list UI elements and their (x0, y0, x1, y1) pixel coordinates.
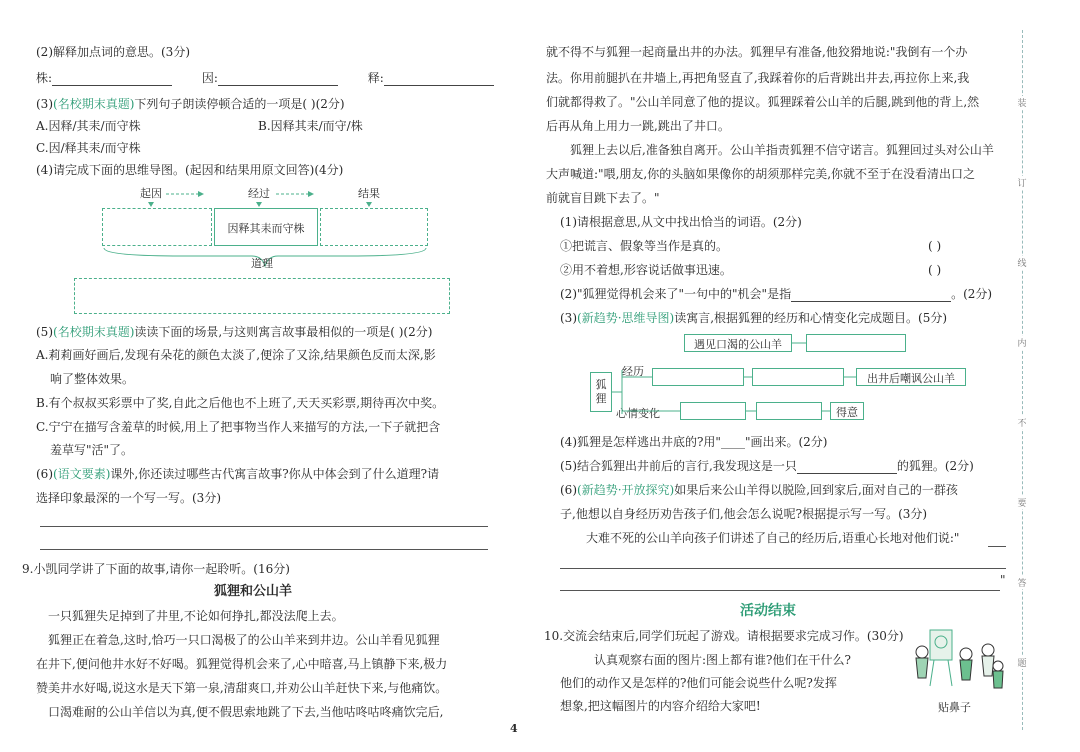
fox-map-connectors (612, 340, 862, 424)
rq1-paren-2[interactable]: ( ) (928, 263, 942, 277)
q10-line-1: 认真观察右面的图片:图上都有谁?他们在干什么? (594, 653, 851, 667)
rq6-text-3: 大难不死的公山羊向孩子们讲述了自己的经历后,语重心长地对他们说:" (586, 531, 960, 545)
binding-char-1: 装 (1016, 96, 1028, 109)
binding-char-8: 题 (1016, 656, 1028, 669)
story-cont-5: 狐狸上去以后,准备独自离开。公山羊指责狐狸不信守诺言。狐狸回过头对公山羊 (570, 143, 994, 157)
page-number: 4 (510, 722, 518, 735)
rq6-title: (6)(新趋势·开放探究)如果后来公山羊得以脱险,回到家后,面对自己的一群孩 (560, 483, 958, 497)
rq5-blank[interactable] (797, 473, 897, 474)
rq5 (560, 458, 974, 474)
story-line-4: 赞美井水好喝,说这水是天下第一泉,清甜爽口,并劝公山羊赶快下来,与他痛饮。 (36, 681, 448, 695)
q5-title: (5)(名校期末真题)读读下面的场景,与这则寓言故事最相似的一项是( )(2分) (36, 325, 433, 339)
q2-char-zhu: 株: (36, 71, 53, 85)
q6-text: 课外,你还读过哪些古代寓言故事?你从中体会到了什么道理?请 (110, 467, 440, 481)
binding-line (1022, 30, 1023, 730)
rq3-text: 读寓言,根据狐狸的经历和心情变化完成题目。(5分) (674, 311, 948, 325)
q10-title: 10.交流会结束后,同学们玩起了游戏。请根据要求完成习作。(30分) (544, 629, 904, 643)
pic-caption: 贴鼻子 (938, 701, 971, 714)
q2-char-yin: 因: (201, 71, 218, 85)
rq6-answer-line-2[interactable] (560, 590, 1000, 591)
story-line-2: 狐狸正在着急,这时,恰巧一只口渴极了的公山羊来到井边。公山羊看见狐狸 (48, 633, 440, 647)
q5-text: 读读下面的场景,与这则寓言故事最相似的一项是( )(2分) (134, 325, 433, 339)
map-box-process-text: 因释其耒而守株 (227, 222, 305, 235)
story-line-5: 口渴难耐的公山羊信以为真,便不假思索地跳了下去,当他咕咚咕咚痛饮完后, (48, 705, 444, 719)
q5-option-a: A.莉莉画好画后,发现有朵花的颜色太淡了,便涂了又涂,结果颜色反而太深,影 (36, 348, 436, 362)
q10-line-2: 他们的动作又是怎样的?他们可能会说些什么呢?发挥 (560, 676, 837, 690)
story-line-1: 一只狐狸失足掉到了井里,不论如何挣扎,都没法爬上去。 (48, 609, 344, 623)
rq6-close-quote: " (1000, 573, 1006, 587)
map-connector-top (96, 190, 426, 210)
binding-char-3: 线 (1016, 256, 1028, 269)
q5-option-c: C.宁宁在描写含羞草的时候,用上了把事物当作人来描写的方法,一下子就把含 (36, 420, 441, 434)
rq1-paren-1[interactable]: ( ) (928, 239, 942, 253)
story-cont-6: 大声喊道:"喂,朋友,你的头脑如果像你的胡须那样完美,你就不至于在没看清出口之 (546, 167, 976, 181)
binding-char-7: 答 (1016, 576, 1028, 589)
q6-answer-line-1[interactable] (40, 526, 488, 527)
rq2 (560, 286, 992, 302)
binding-char-2: 订 (1016, 176, 1028, 189)
story-cont-4: 后再从角上用力一跳,跳出了井口。 (546, 119, 730, 133)
rq2-text: (2)"狐狸觉得机会来了"一句中的"机会"是指 (560, 287, 792, 301)
fox-map-last-text: 得意 (836, 406, 858, 419)
binding-char-6: 要 (1016, 496, 1028, 509)
rq1-title: (1)请根据意思,从文中找出恰当的词语。(2分) (560, 215, 802, 229)
q6-title: (6)(语文要素)课外,你还读过哪些古代寓言故事?你从中体会到了什么道理?请 (36, 467, 440, 481)
q9-title: 9.小凯同学讲了下面的故事,请你一起聆听。(16分) (22, 562, 290, 576)
q6-answer-line-2[interactable] (40, 549, 488, 550)
story-cont-2: 法。你用前腿扒在井墙上,再把角竖直了,我踩着你的后背跳出井去,再拉你上来,我 (546, 71, 970, 85)
q3-text: 下列句子朗读停顿合适的一项是( )(2分) (134, 97, 345, 111)
q5-tag: 名校期末真题 (57, 325, 130, 339)
fox-map-right (856, 368, 966, 386)
q5-option-c-cont: 羞草写"活"了。 (50, 443, 134, 457)
q4-title: (4)请完成下面的思维导图。(起因和结果用原文回答)(4分) (36, 163, 344, 177)
fox-map-exp: 经历 (622, 365, 644, 378)
map-box-process (214, 208, 318, 246)
fox-map-mood: 心情变化 (616, 407, 660, 420)
q2-answer-row (36, 70, 494, 86)
activity-heading: 活动结束 (740, 603, 796, 619)
fox-map-fox (590, 372, 612, 412)
story-title: 狐狸和公山羊 (214, 584, 293, 599)
q6-text-cont: 选择印象最深的一个写一写。(3分) (36, 491, 221, 505)
rq6-text-2: 子,他想以自身经历劝告孩子们,他会怎么说呢?根据提示写一写。(3分) (560, 507, 928, 521)
q2-title: (2)解释加点词的意思。(3分) (36, 45, 190, 59)
map-label-result: 结果 (358, 187, 380, 200)
map-box-result[interactable] (320, 208, 428, 246)
rq6-answer-line-1[interactable] (560, 568, 1006, 569)
fox-map-top-text: 遇见口渴的公山羊 (694, 338, 782, 351)
q6-tag: 语文要素 (57, 467, 106, 481)
binding-char-4: 内 (1016, 336, 1028, 349)
rq5-text: (5)结合狐狸出井前后的言行,我发现这是一只 (560, 459, 797, 473)
rq3-title: (3)(新趋势·思维导图)读寓言,根据狐狸的经历和心情变化完成题目。(5分) (560, 311, 948, 325)
story-line-3: 在井下,便问他井水好不好喝。狐狸觉得机会来了,心中暗喜,马上镇静下来,极力 (36, 657, 448, 671)
q5-option-b: B.有个叔叔买彩票中了奖,自此之后他也不上班了,天天买彩票,期待再次中奖。 (36, 396, 445, 410)
binding-char-5: 不 (1016, 416, 1028, 429)
map-label-cause: 起因 (140, 187, 162, 200)
pin-the-nose-illustration (910, 628, 1006, 698)
rq4: (4)狐狸是怎样逃出井底的?用"____"画出来。(2分) (560, 435, 828, 449)
rq2-blank[interactable] (791, 301, 951, 302)
rq5-end: 的狐狸。(2分) (896, 459, 974, 473)
map-label-process: 经过 (248, 187, 270, 200)
q3-option-c: C.因/释其耒/而守株 (36, 141, 141, 155)
rq1-item-1: ①把谎言、假象等当作是真的。 (560, 239, 729, 253)
rq1-item-2: ②用不着想,形容说话做事迅速。 (560, 263, 732, 277)
story-cont-7: 前就盲目跳下去了。" (546, 191, 660, 205)
rq3-tag: 新趋势·思维导图 (581, 311, 670, 325)
q3-title: (3)(名校期末真题)下列句子朗读停顿合适的一项是( )(2分) (36, 97, 345, 111)
rq6-tag: 新趋势·开放探究 (581, 483, 670, 497)
q5-option-a-cont: 响了整体效果。 (50, 372, 135, 386)
q3-tag: 名校期末真题 (57, 97, 130, 111)
story-cont-3: 们就都得救了。"公山羊同意了他的提议。狐狸踩着公山羊的后腿,跳到他的背上,然 (546, 95, 980, 109)
q2-char-shi: 释: (367, 71, 384, 85)
fox-map-right-text: 出井后嘲讽公山羊 (867, 372, 955, 385)
q3-option-b: B.因释其耒/而守/株 (258, 119, 363, 133)
story-cont-1: 就不得不与狐狸一起商量出井的办法。狐狸早有准备,他狡猾地说:"我倒有一个办 (546, 45, 968, 59)
map-box-reason[interactable] (74, 278, 450, 314)
q3-option-a: A.因释/其耒/而守株 (36, 119, 141, 133)
rq2-end: 。(2分) (951, 287, 993, 301)
rq6-text: 如果后来公山羊得以脱险,回到家后,面对自己的一群孩 (674, 483, 958, 497)
fox-map-fox-text: 狐狸 (595, 378, 607, 405)
map-label-reason: 道理 (251, 257, 273, 270)
map-box-cause[interactable] (102, 208, 212, 246)
rq6-line-0[interactable] (988, 546, 1006, 547)
q10-line-3: 想象,把这幅图片的内容介绍给大家吧! (560, 699, 761, 713)
